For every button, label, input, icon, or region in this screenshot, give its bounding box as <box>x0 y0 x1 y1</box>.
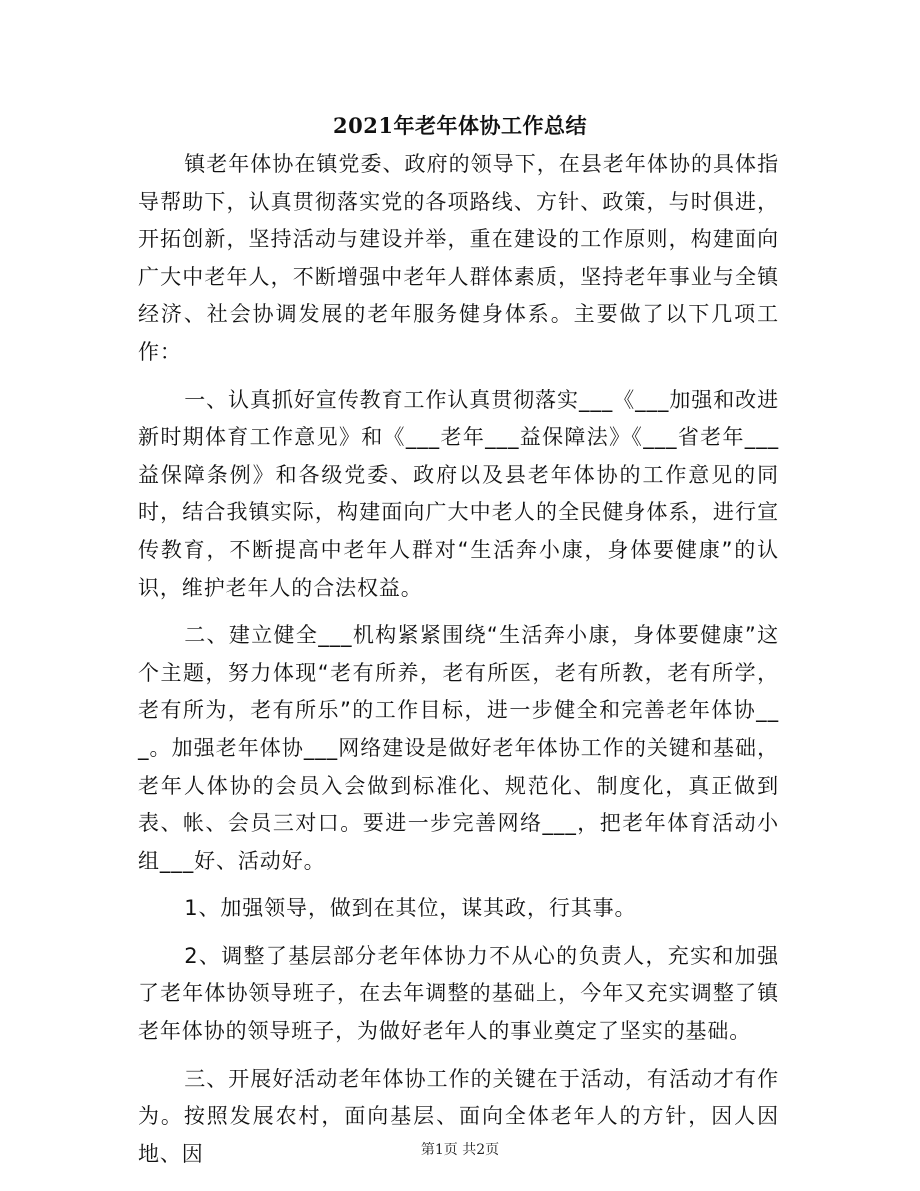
paragraph-intro: 镇老年体协在镇党委、政府的领导下，在县老年体协的具体指导帮助下，认真贯彻落实党的各项路线、方针、政策，与时俱进，开拓创新，坚持活动与建设并举，重在建设的工作原则，构建面向广大中老年人，不断增强中老年人群体素质，坚持老年事业与全镇经济、社会协调发展的老年服务健身体系。主要做了以下几项工作： <box>138 152 779 364</box>
paragraph-item-1: 1、加强领导，做到在其位，谋其政，行其事。 <box>184 896 637 921</box>
paragraph-section-1: 一、认真抓好宣传教育工作认真贯彻落实___《___加强和改进新时期体育工作意见》和《___老年___益保障法》《___省老年___益保障条例》和各级党委、政府以及县老年体协的工作意见的同时，结合我镇实际，构建面向广大中老人的全民健身体系，进行宣传教育，不断提高中老年人群对“生活奔小康，身体要健康”的认识，维护老年人的合法权益。 <box>138 387 779 600</box>
paragraph-section-3: 三、开展好活动老年体协工作的关键在于活动，有活动才有作为。按照发展农村，面向基层、面向全体老年人的方针，因人因地、因 <box>138 1066 779 1166</box>
paragraph-section-2: 二、建立健全___机构紧紧围绕“生活奔小康，身体要健康”这个主题，努力体现“老有所养，老有所医，老有所教，老有所学，老有所为，老有所乐”的工作目标，进一步健全和完善老年体协___。加强老年体协___网络建设是做好老年体协工作的关键和基础，老年人体协的会员入会做到标准化、规范化、制度化，真正做到表、帐、会员三对口。要进一步完善网络___，把老年体育活动小组___好、活动好。 <box>138 623 779 873</box>
document-body <box>138 146 779 1173</box>
page-number-footer: 第1页 共2页 <box>420 1142 500 1158</box>
document-title: 2021年老年体协工作总结 <box>333 113 587 138</box>
paragraph-item-2: 2、调整了基层部分老年体协力不从心的负责人，充实和加强了老年体协领导班子，在去年调整的基础上，今年又充实调整了镇老年体协的领导班子，为做好老年人的事业奠定了坚实的基础。 <box>138 943 779 1044</box>
